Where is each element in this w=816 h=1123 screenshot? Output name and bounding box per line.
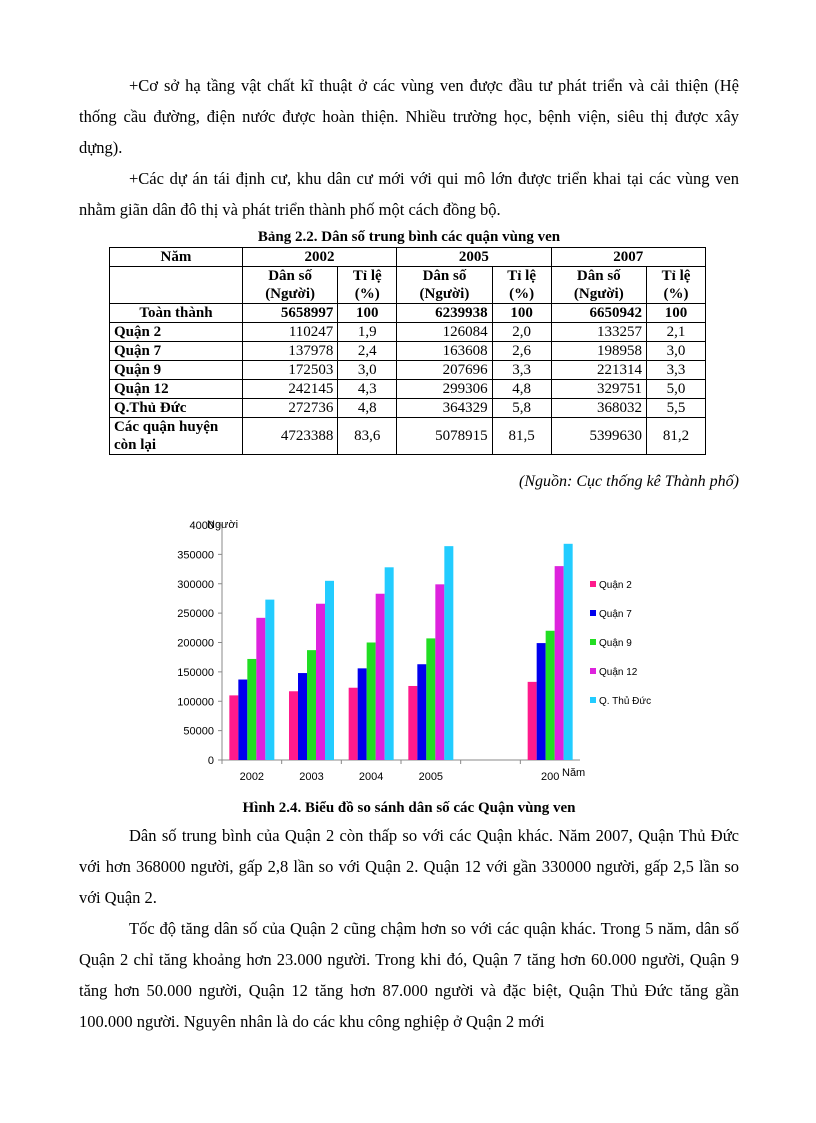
cell: 3,0 xyxy=(338,361,397,380)
legend-swatch xyxy=(590,610,596,616)
y-tick-label: 50000 xyxy=(183,725,214,738)
row-name: Quận 9 xyxy=(110,361,243,380)
bar-qu-n-9 xyxy=(367,643,376,761)
rate-subheader: Tỉ lệ (%) xyxy=(492,267,551,304)
cell: 5399630 xyxy=(551,418,646,455)
cell: 5,5 xyxy=(647,399,706,418)
bar-q-th-c xyxy=(265,600,274,760)
x-tick-label: 2005 xyxy=(418,771,444,783)
cell: 3,0 xyxy=(647,342,706,361)
cell: 133257 xyxy=(551,323,646,342)
cell: 83,6 xyxy=(338,418,397,455)
bar-qu-n-7 xyxy=(298,673,307,760)
population-bar-chart xyxy=(150,510,670,795)
cell: 126084 xyxy=(397,323,492,342)
cell: 207696 xyxy=(397,361,492,380)
y-tick-label: 300000 xyxy=(177,578,214,591)
cell: 221314 xyxy=(551,361,646,380)
intro-paragraph-2: +Các dự án tái định cư, khu dân cư mới với qui mô lớn được triển khai tại các vùng ven nhằm giãn dân đô thị và phát triển thành phố một cách đồng bộ. xyxy=(79,169,739,219)
y-tick-label: 250000 xyxy=(177,608,214,621)
cell: 5,8 xyxy=(492,399,551,418)
y-tick-label: 0 xyxy=(207,755,214,767)
cell: 2,1 xyxy=(647,323,706,342)
bar-qu-n-12 xyxy=(555,566,564,760)
row-name: Các quận huyện còn lại xyxy=(110,418,243,455)
cell: 137978 xyxy=(242,342,337,361)
y-tick-label: 4000 xyxy=(189,520,214,532)
bar-q-th-c xyxy=(564,544,573,760)
bar-qu-n-2 xyxy=(229,695,238,760)
bar-qu-n-9 xyxy=(426,638,435,760)
x-tick-label: 2003 xyxy=(299,771,324,783)
cell: 2,4 xyxy=(338,342,397,361)
table-title: Bảng 2.2. Dân số trung bình các quận vùng ven xyxy=(257,229,561,245)
cell: 242145 xyxy=(242,380,337,399)
bar-qu-n-2 xyxy=(289,691,298,760)
bar-qu-n-2 xyxy=(408,686,417,760)
cell: 4,8 xyxy=(338,399,397,418)
table-row xyxy=(110,361,706,380)
bar-qu-n-12 xyxy=(256,618,265,760)
row-name: Quận 7 xyxy=(110,342,243,361)
year-2005-header: 2005 xyxy=(397,248,551,267)
legend-label: Quận 9 xyxy=(599,638,632,649)
cell: 3,3 xyxy=(647,361,706,380)
legend-swatch xyxy=(590,581,596,587)
year-2002-header: 2002 xyxy=(242,248,396,267)
y-tick-label: 350000 xyxy=(177,549,214,562)
y-tick-label: 200000 xyxy=(177,637,214,650)
y-tick-label: 150000 xyxy=(177,666,214,679)
x-tick-label: 200 xyxy=(540,771,560,783)
bar-qu-n-7 xyxy=(238,680,247,760)
legend-label: Quận 12 xyxy=(599,667,638,678)
bar-q-th-c xyxy=(325,581,334,760)
bar-qu-n-12 xyxy=(435,584,444,760)
row-name: Quận 2 xyxy=(110,323,243,342)
cell: 2,6 xyxy=(492,342,551,361)
cell: 198958 xyxy=(551,342,646,361)
y-axis-label: Người xyxy=(207,519,239,531)
cell: 110247 xyxy=(242,323,337,342)
y-tick-label: 100000 xyxy=(177,696,214,709)
cell: 5658997 xyxy=(242,304,337,323)
table-row xyxy=(110,380,706,399)
bar-q-th-c xyxy=(385,567,394,760)
cell: 100 xyxy=(338,304,397,323)
cell: 172503 xyxy=(242,361,337,380)
cell: 3,3 xyxy=(492,361,551,380)
bar-qu-n-7 xyxy=(358,668,367,760)
cell: 329751 xyxy=(551,380,646,399)
cell: 163608 xyxy=(397,342,492,361)
figure-caption: Hình 2.4. Biểu đồ so sánh dân số các Quận vùng ven xyxy=(242,800,576,816)
bar-qu-n-7 xyxy=(417,664,426,760)
row-name: Q.Thủ Đức xyxy=(110,399,243,418)
table-row xyxy=(110,342,706,361)
cell: 4,3 xyxy=(338,380,397,399)
cell: 2,0 xyxy=(492,323,551,342)
cell: 100 xyxy=(647,304,706,323)
rate-subheader: Tỉ lệ (%) xyxy=(338,267,397,304)
legend-swatch xyxy=(590,697,596,703)
cell: 299306 xyxy=(397,380,492,399)
cell: 368032 xyxy=(551,399,646,418)
legend-label: Quận 7 xyxy=(599,609,632,620)
cell: 4,8 xyxy=(492,380,551,399)
row-name: Quận 12 xyxy=(110,380,243,399)
table-row xyxy=(110,418,706,455)
cell: 6650942 xyxy=(551,304,646,323)
intro-paragraph-1: +Cơ sở hạ tầng vật chất kĩ thuật ở các vùng ven được đầu tư phát triển và cải thiện (Hệ thống cầu đường, điện nước được hoàn thiện. Nhiều trường học, bệnh viện, siêu thị được xây dựng). xyxy=(79,76,739,157)
cell: 272736 xyxy=(242,399,337,418)
cell: 81,5 xyxy=(492,418,551,455)
bar-q-th-c xyxy=(444,546,453,760)
bar-qu-n-12 xyxy=(376,594,385,760)
cell: 1,9 xyxy=(338,323,397,342)
rate-subheader: Tỉ lệ (%) xyxy=(647,267,706,304)
x-tick-label: 2002 xyxy=(239,771,265,783)
population-subheader: Dân số (Người) xyxy=(397,267,492,304)
population-subheader: Dân số (Người) xyxy=(551,267,646,304)
body-paragraph-2: Tốc độ tăng dân số của Quận 2 cũng chậm hơn so với các quận khác. Trong 5 năm, dân số Quận 2 chỉ tăng khoảng hơn 23.000 người. Trong khi đó, Quận 7 tăng hơn 60.000 người, Quận 9 tăng hơn 50.000 người, Quận 12 tăng hơn 87.000 người và đặc biệt, Quận Thủ Đức tăng gần 100.000 người. Nguyên nhân là do các khu công nghiệp ở Quận 2 mới xyxy=(79,919,739,1031)
row-name: Toàn thành xyxy=(110,304,243,323)
body-paragraph-1: Dân số trung bình của Quận 2 còn thấp so với các Quận khác. Năm 2007, Quận Thủ Đức với hơn 368000 người, gấp 2,8 lần so với Quận 2. Quận 12 với gần 330000 người, gấp 2,5 lần so với Quận 2. xyxy=(79,826,739,907)
population-subheader: Dân số (Người) xyxy=(242,267,337,304)
table-row xyxy=(110,399,706,418)
bar-qu-n-2 xyxy=(349,688,358,760)
table-row xyxy=(110,323,706,342)
cell: 5078915 xyxy=(397,418,492,455)
legend-swatch xyxy=(590,668,596,674)
cell: 4723388 xyxy=(242,418,337,455)
cell: 81,2 xyxy=(647,418,706,455)
legend-label: Q. Thủ Đức xyxy=(599,696,652,707)
cell: 5,0 xyxy=(647,380,706,399)
bar-qu-n-9 xyxy=(546,631,555,760)
table-row xyxy=(110,304,706,323)
cell: 364329 xyxy=(397,399,492,418)
x-axis-label: Năm xyxy=(562,767,586,779)
empty-header xyxy=(110,267,243,304)
bar-qu-n-7 xyxy=(537,643,546,760)
x-tick-label: 2004 xyxy=(358,771,384,783)
population-table xyxy=(109,247,706,455)
cell: 100 xyxy=(492,304,551,323)
legend-label: Quận 2 xyxy=(599,580,632,591)
year-header: Năm xyxy=(110,248,243,267)
cell: 6239938 xyxy=(397,304,492,323)
year-2007-header: 2007 xyxy=(551,248,705,267)
bar-qu-n-9 xyxy=(307,650,316,760)
bar-qu-n-2 xyxy=(528,682,537,760)
table-source: (Nguồn: Cục thống kê Thành phố) xyxy=(519,473,739,490)
legend-swatch xyxy=(590,639,596,645)
bar-qu-n-9 xyxy=(247,659,256,760)
bar-qu-n-12 xyxy=(316,604,325,760)
